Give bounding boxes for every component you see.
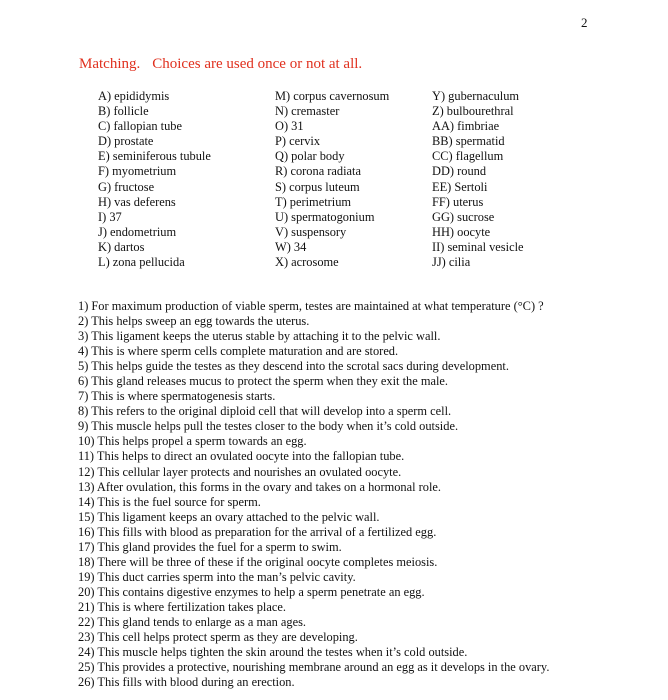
question-item: 8) This refers to the original diploid cell that will develop into a sperm cell. [78,404,452,419]
question-item: 26) This fills with blood during an erection. [78,675,295,690]
question-item: 2) This helps sweep an egg towards the uterus. [78,314,310,329]
question-item: 1) For maximum production of viable sperm, testes are maintained at what temperature (°C) ? [78,299,544,313]
choice-item: H) vas deferens [98,194,176,209]
question-item: 18) There will be three of these if the original oocyte completes meiosis. [78,554,438,569]
choice-item: S) corpus luteum [275,179,360,194]
choice-item: E) seminiferous tubule [98,149,211,164]
question-item: 9) This muscle helps pull the testes closer to the body when it’s cold outside. [78,419,459,434]
question-item: 21) This is where fertilization takes place. [78,599,286,614]
question-item: 5) This helps guide the testes as they descend into the scrotal sacs during development. [78,359,509,374]
choice-item: W) 34 [275,239,307,254]
question-item: 23) This cell helps protect sperm as they are developing. [78,630,358,645]
question-item: 15) This ligament keeps an ovary attached to the pelvic wall. [78,509,380,524]
choice-item: P) cervix [275,134,321,149]
choice-item: O) 31 [275,119,304,134]
choice-item: Z) bulbourethral [432,104,514,119]
choice-item: L) zona pellucida [98,255,185,270]
question-item: 10) This helps propel a sperm towards an egg. [78,434,307,449]
choice-item: M) corpus cavernosum [275,89,390,103]
choice-item: J) endometrium [98,224,177,239]
choice-item: C) fallopian tube [98,119,182,134]
choice-item: Y) gubernaculum [432,89,520,103]
question-item: 24) This muscle helps tighten the skin around the testes when it’s cold outside. [78,645,468,660]
choice-item: X) acrosome [275,255,339,270]
choice-item: B) follicle [98,104,149,119]
question-item: 7) This is where spermatogenesis starts. [78,389,276,404]
choice-item: DD) round [432,164,487,179]
question-item: 20) This contains digestive enzymes to help a sperm penetrate an egg. [78,584,425,599]
question-item: 25) This provides a protective, nourishing membrane around an egg as it develops in the ovary. [78,660,550,675]
choice-item: I) 37 [98,209,122,224]
choice-item: GG) sucrose [432,209,495,224]
choice-item: F) myometrium [98,164,177,179]
choice-item: EE) Sertoli [432,179,488,194]
question-item: 3) This ligament keeps the uterus stable by attaching it to the pelvic wall. [78,329,441,344]
choice-item: A) epididymis [98,89,170,103]
choice-item: U) spermatogonium [275,209,375,224]
choice-item: AA) fimbriae [432,119,500,134]
question-item: 19) This duct carries sperm into the man’s pelvic cavity. [78,569,356,584]
question-item: 13) After ovulation, this forms in the ovary and takes on a hormonal role. [78,479,442,494]
choice-item: K) dartos [98,239,145,254]
choice-item: CC) flagellum [432,149,504,164]
question-list [78,299,549,690]
choice-item: Q) polar body [275,149,345,164]
question-item: 6) This gland releases mucus to protect the sperm when they exit the male. [78,374,449,389]
choice-item: HH) oocyte [432,224,491,239]
choice-item: BB) spermatid [432,134,505,149]
choices-column-1 [98,89,211,270]
choices-column-3 [432,89,524,270]
question-item: 17) This gland provides the fuel for a sperm to swim. [78,539,342,554]
choice-item: N) cremaster [275,104,340,119]
question-item: 14) This is the fuel source for sperm. [78,494,261,509]
page-number: 2 [581,15,588,30]
choices-column-2 [275,89,389,270]
question-item: 12) This cellular layer protects and nourishes an ovulated oocyte. [78,464,402,479]
choice-item: II) seminal vesicle [432,239,524,254]
choice-item: R) corona radiata [275,164,362,179]
choice-item: V) suspensory [275,224,347,239]
question-item: 11) This helps to direct an ovulated oocyte into the fallopian tube. [78,449,405,464]
question-item: 4) This is where sperm cells complete maturation and are stored. [78,344,399,359]
heading-instruction: Choices are used once or not at all. [152,56,363,72]
question-item: 22) This gland tends to enlarge as a man ages. [78,614,307,629]
choice-item: JJ) cilia [432,255,471,270]
question-item: 16) This fills with blood as preparation for the arrival of a fertilized egg. [78,524,437,539]
choice-item: D) prostate [98,134,154,149]
section-heading [79,56,362,73]
choice-item: FF) uterus [432,194,484,209]
choice-item: G) fructose [98,179,155,194]
heading-title: Matching. [79,56,141,72]
choice-item: T) perimetrium [275,194,352,209]
